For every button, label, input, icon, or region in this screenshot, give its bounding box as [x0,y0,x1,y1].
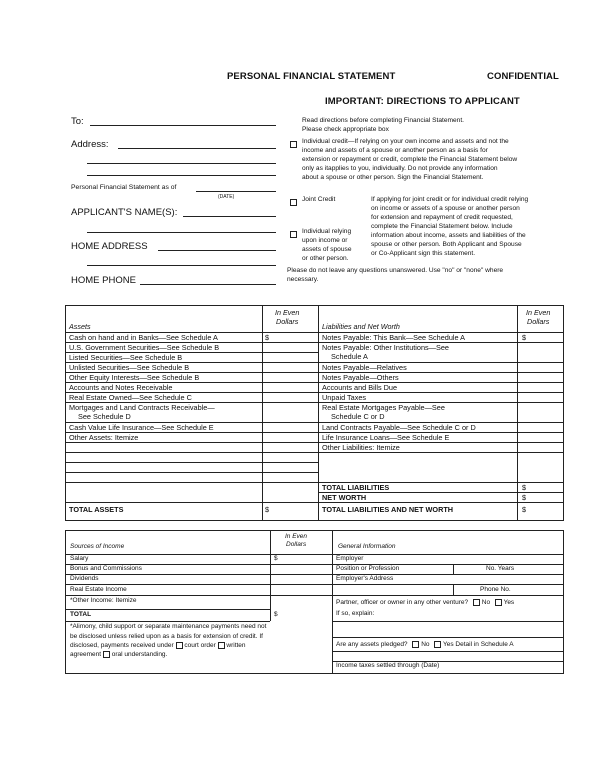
applicant-name-label: APPLICANT'S NAME(S): [71,207,178,218]
statement-date-field[interactable] [196,191,276,192]
written-checkbox[interactable] [218,642,225,649]
individual-credit-line-1: Individual credit—If relying on your own income and assets and not the [302,138,509,145]
income-dollars: Dollars [286,541,307,548]
directions-check: Please check appropriate box [302,126,389,133]
individual-relying-line-4: or other person. [302,255,349,262]
to-label: To: [71,116,84,127]
alimony-note-line-1: *Alimony, child support or separate maintenance payments need not [70,623,267,630]
net-worth-dollar: $ [522,493,527,502]
partner-yes-checkbox[interactable] [495,599,502,606]
court-order-label: court order [184,642,216,650]
pledged-yes-checkbox[interactable] [434,641,441,648]
asset-row-5: Other Equity Interests—See Schedule B [69,373,200,382]
written-label: written [226,642,246,650]
pledged-no-checkbox[interactable] [412,641,419,648]
joint-credit-label: Joint Credit [302,196,336,203]
home-address-label: HOME ADDRESS [71,241,148,252]
individual-credit-line-4: only as itapplies to you, individually. Do not provide any information [302,165,498,172]
joint-credit-checkbox[interactable] [290,199,297,206]
joint-credit-line-6: spouse or other person. Both Applicant and Spouse [371,241,522,248]
assets-in-even: In Even [275,308,300,317]
employer-address-label: Employer's Address [336,575,394,582]
individual-relying-line-3: assets of spouse [302,246,352,253]
alimony-note-line-3 [70,642,246,650]
oral-understanding-checkbox[interactable] [103,651,110,658]
total-liabilities-label: TOTAL LIABILITIES [322,483,390,492]
no-years-label: No. Years [486,565,515,572]
liabilities-dollars: Dollars [527,317,550,326]
pledged-no-label: No [421,641,430,649]
total-liabilities-dollar: $ [522,483,527,492]
pledged-yes-label: Yes Detail in Schedule A [443,641,514,649]
date-caption: (DATE) [218,194,235,200]
alimony-note-received: disclosed, payments received under [70,642,174,650]
dont-leave-line-1: Please do not leave any questions unanswered. Use "no" or "none" where [287,267,504,274]
partner-no-checkbox[interactable] [473,599,480,606]
total-liabilities-net-worth-dollar: $ [522,505,527,514]
asset-row-8b: See Schedule D [78,412,131,421]
assets-header: Assets [69,322,91,331]
asset-row-8: Mortgages and Land Contracts Receivable— [69,403,215,412]
income-in-even: In Even [285,533,308,540]
liability-row-10: Other Liabilities: Itemize [322,443,400,452]
asset-row-2: U.S. Government Securities—See Schedule B [69,343,220,352]
position-label: Position or Profession [336,565,400,572]
total-assets-dollar: $ [265,505,270,514]
liability-row-2b: Schedule A [331,352,368,361]
asset-row-6: Accounts and Notes Receivable [69,383,173,392]
asset-row-10: Other Assets: Itemize [69,433,139,442]
liability-row-7b: Schedule C or D [331,412,385,421]
assets-dollars: Dollars [276,317,299,326]
if-so-label: If so, explain: [336,610,375,617]
asset-row-1: Cash on hand and in Banks—See Schedule A [69,333,218,342]
liability-row-3: Notes Payable—Relatives [322,363,407,372]
joint-credit-line-4: complete the Financial Statement below. Include [371,223,513,230]
assets-pledged-question: Are any assets pledged? [336,641,408,649]
liability-row-6: Unpaid Taxes [322,393,367,402]
joint-credit-line-5: information about income, assets and liabilities of the [371,232,526,239]
liability-row-8: Land Contracts Payable—See Schedule C or D [322,423,476,432]
income-dollar-sign: $ [274,555,278,562]
applicant-name-field-2[interactable] [87,232,276,233]
individual-credit-line-3: extension or repayment or credit, complete the Financial Statement below [302,156,518,163]
employer-label: Employer [336,555,364,562]
alimony-note-line-4 [70,651,167,659]
net-worth-label: NET WORTH [322,493,367,502]
liability-row-5: Accounts and Bills Due [322,383,398,392]
joint-credit-line-2: on income or assets of a spouse or another person [371,205,520,212]
liability-dollar-sign: $ [522,333,527,342]
partner-question: Partner, officer or owner in any other venture? [336,599,469,607]
partner-question-row [336,599,514,607]
home-phone-field[interactable] [140,284,276,285]
total-assets-label: TOTAL ASSETS [69,505,124,514]
liability-row-9: Life Insurance Loans—See Schedule E [322,433,450,442]
assets-pledged-row [336,641,514,649]
agreement-label: agreement [70,651,102,659]
dont-leave-line-2: necessary. [287,276,319,283]
applicant-name-field-1[interactable] [183,216,276,217]
liability-row-2: Notes Payable: Other Institutions—See [322,343,449,352]
income-other: *Other Income: Itemize [70,597,137,604]
home-address-field-1[interactable] [158,250,276,251]
income-salary: Salary [70,555,89,562]
home-phone-label: HOME PHONE [71,275,136,286]
asset-row-7: Real Estate Owned—See Schedule C [69,393,192,402]
asset-row-9: Cash Value Life Insurance—See Schedule E [69,423,214,432]
to-field[interactable] [90,125,276,126]
income-total-dollar: $ [274,611,278,618]
liability-row-4: Notes Payable—Others [322,373,399,382]
partner-yes-label: Yes [503,599,515,607]
court-order-checkbox[interactable] [176,642,183,649]
individual-relying-checkbox[interactable] [290,231,297,238]
partner-no-label: No [481,599,491,607]
asset-row-3: Listed Securities—See Schedule B [69,353,183,362]
individual-credit-line-5: about a spouse or other person. Sign the Financial Statement. [302,174,484,181]
joint-credit-line-3: for extension and repayment of credit requested, [371,214,513,221]
address-field-2[interactable] [87,163,276,164]
home-address-field-2[interactable] [87,265,276,266]
income-real-estate: Real Estate Income [70,586,127,593]
sources-header: Sources of Income [70,543,125,550]
liabilities-header: Liabilities and Net Worth [322,322,400,331]
liability-row-1: Notes Payable: This Bank—See Schedule A [322,333,466,342]
form-title: PERSONAL FINANCIAL STATEMENT [227,71,396,82]
confidential-label: CONFIDENTIAL [487,71,559,82]
income-bonus: Bonus and Commissions [70,565,142,572]
statement-as-of-label: Personal Financial Statement as of [71,184,177,191]
phone-no-label: Phone No. [480,586,511,593]
income-total-label: TOTAL [70,611,92,618]
assets-liabilities-table [65,305,564,521]
address-label: Address: [71,139,109,150]
individual-relying-line-1: Individual relying [302,228,352,235]
income-dividends: Dividends [70,575,99,582]
important-heading: IMPORTANT: DIRECTIONS TO APPLICANT [325,96,520,107]
income-general-table [65,530,564,674]
asset-dollar-sign: $ [265,333,270,342]
liabilities-in-even: In Even [526,308,551,317]
alimony-note-line-2: be disclosed unless relied upon as a basis for extension of credit. If [70,633,263,640]
joint-credit-line-1: If applying for joint credit or for individual credit relying [371,196,529,203]
asset-row-4: Unlisted Securities—See Schedule B [69,363,190,372]
general-header: General Information [338,543,396,550]
income-taxes-label: Income taxes settled through (Date) [336,662,440,669]
total-liabilities-net-worth-label: TOTAL LIABILITIES AND NET WORTH [322,505,454,514]
address-field-3[interactable] [87,175,276,176]
individual-credit-line-2: income and assets of a spouse or another person as a basis for [302,147,488,154]
address-field-1[interactable] [118,148,276,149]
individual-relying-line-2: upon income or [302,237,348,244]
individual-credit-checkbox[interactable] [290,141,297,148]
joint-credit-line-7: or Co-Applicant sign this statement. [371,250,476,257]
liability-row-7: Real Estate Mortgages Payable—See [322,403,445,412]
oral-understanding-label: oral understanding. [111,651,168,659]
directions-read: Read directions before completing Financial Statement. [302,117,465,124]
